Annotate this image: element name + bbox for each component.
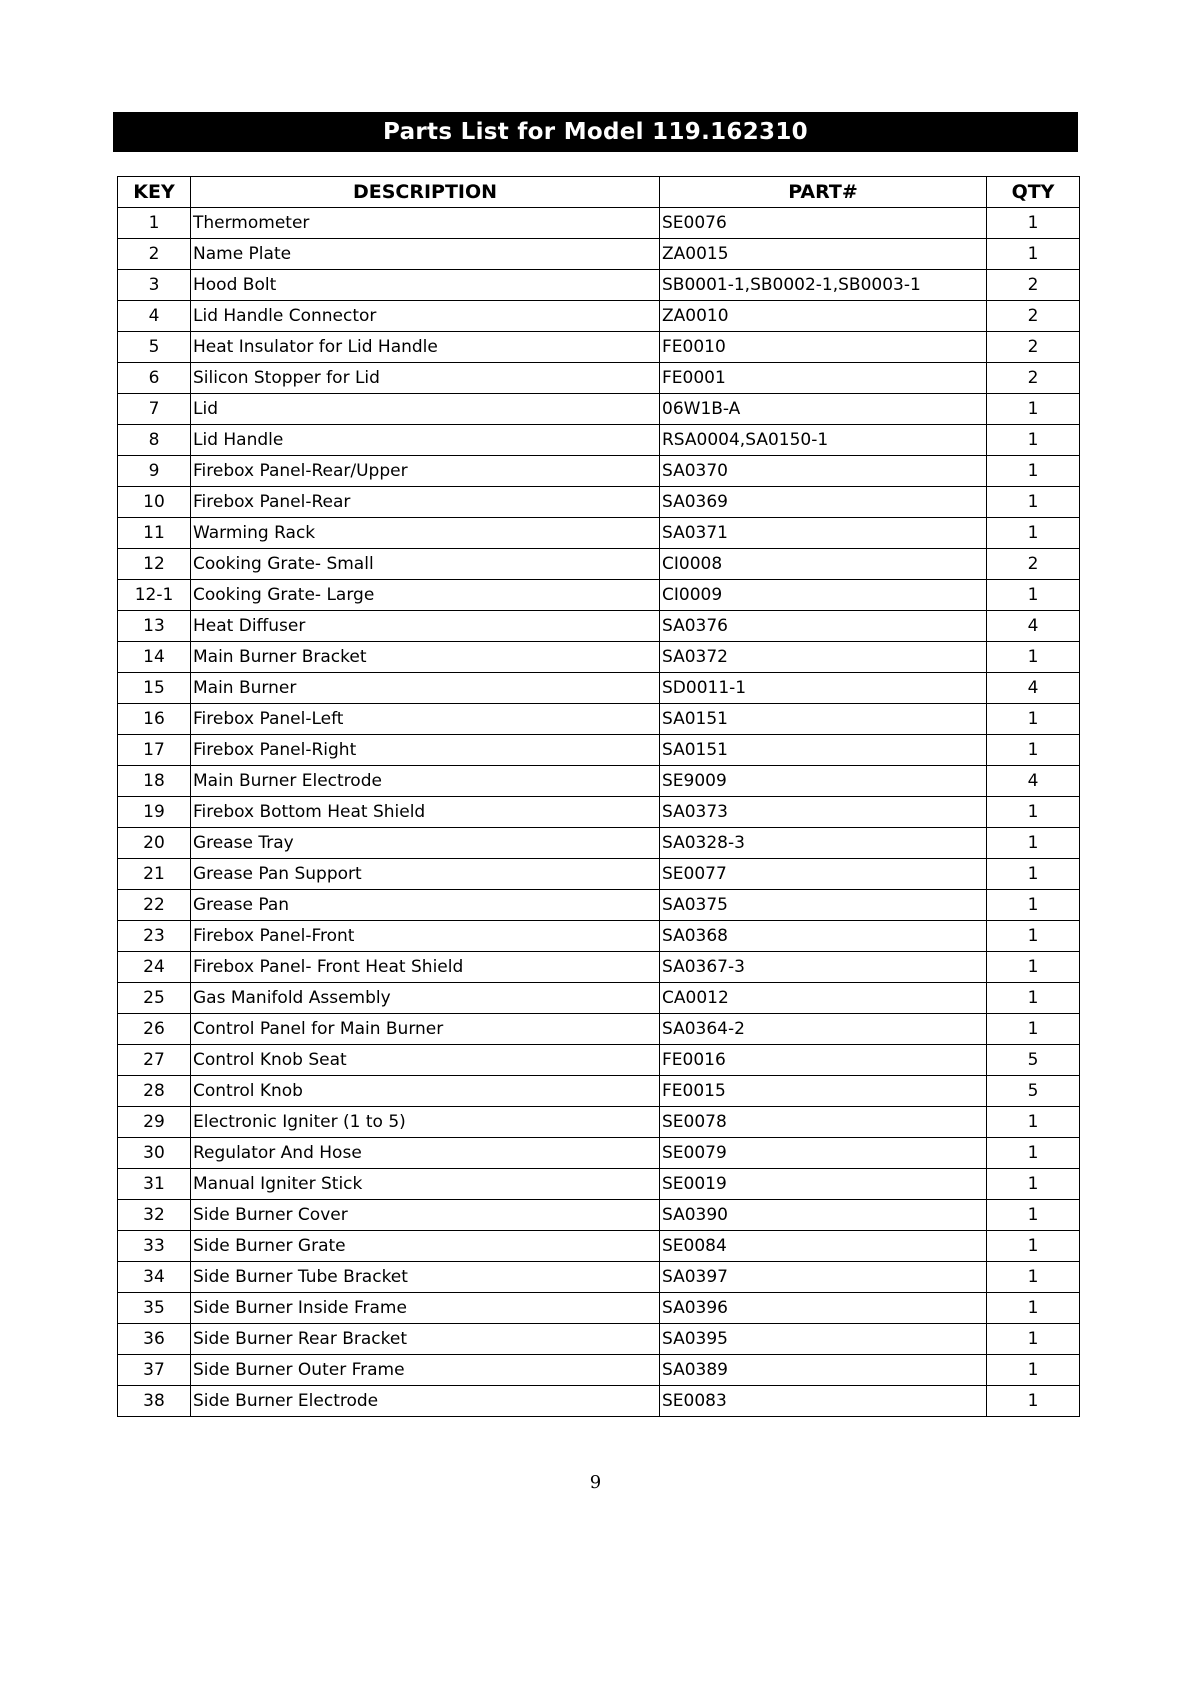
cell-part-number: SA0151 bbox=[660, 704, 987, 735]
table-row bbox=[118, 1324, 1080, 1355]
cell-description: Gas Manifold Assembly bbox=[191, 983, 660, 1014]
cell-qty: 1 bbox=[987, 580, 1080, 611]
cell-description: Control Knob bbox=[191, 1076, 660, 1107]
cell-qty: 1 bbox=[987, 1200, 1080, 1231]
cell-description: Firebox Panel-Front bbox=[191, 921, 660, 952]
cell-key: 28 bbox=[118, 1076, 191, 1107]
table-row bbox=[118, 952, 1080, 983]
cell-qty: 1 bbox=[987, 518, 1080, 549]
table-row bbox=[118, 1014, 1080, 1045]
cell-qty: 1 bbox=[987, 1386, 1080, 1417]
cell-qty: 1 bbox=[987, 1014, 1080, 1045]
cell-key: 6 bbox=[118, 363, 191, 394]
cell-part-number: SE0019 bbox=[660, 1169, 987, 1200]
cell-description: Side Burner Cover bbox=[191, 1200, 660, 1231]
cell-qty: 1 bbox=[987, 983, 1080, 1014]
table-row bbox=[118, 580, 1080, 611]
cell-description: Grease Pan Support bbox=[191, 859, 660, 890]
cell-key: 34 bbox=[118, 1262, 191, 1293]
cell-qty: 1 bbox=[987, 1138, 1080, 1169]
table-row bbox=[118, 1200, 1080, 1231]
table-row bbox=[118, 1355, 1080, 1386]
column-header-key: KEY bbox=[118, 177, 191, 208]
cell-description: Heat Diffuser bbox=[191, 611, 660, 642]
cell-part-number: FE0015 bbox=[660, 1076, 987, 1107]
cell-key: 13 bbox=[118, 611, 191, 642]
cell-description: Firebox Panel-Rear bbox=[191, 487, 660, 518]
cell-qty: 1 bbox=[987, 1231, 1080, 1262]
table-row bbox=[118, 735, 1080, 766]
cell-part-number: SA0389 bbox=[660, 1355, 987, 1386]
cell-key: 15 bbox=[118, 673, 191, 704]
table-row bbox=[118, 890, 1080, 921]
cell-description: Thermometer bbox=[191, 208, 660, 239]
cell-description: Control Panel for Main Burner bbox=[191, 1014, 660, 1045]
cell-part-number: RSA0004,SA0150-1 bbox=[660, 425, 987, 456]
cell-qty: 1 bbox=[987, 828, 1080, 859]
cell-key: 8 bbox=[118, 425, 191, 456]
cell-key: 31 bbox=[118, 1169, 191, 1200]
cell-description: Silicon Stopper for Lid bbox=[191, 363, 660, 394]
cell-description: Firebox Bottom Heat Shield bbox=[191, 797, 660, 828]
cell-qty: 1 bbox=[987, 487, 1080, 518]
cell-part-number: SA0390 bbox=[660, 1200, 987, 1231]
cell-key: 24 bbox=[118, 952, 191, 983]
cell-key: 17 bbox=[118, 735, 191, 766]
cell-part-number: SD0011-1 bbox=[660, 673, 987, 704]
table-row bbox=[118, 239, 1080, 270]
table-row bbox=[118, 1107, 1080, 1138]
cell-qty: 1 bbox=[987, 394, 1080, 425]
cell-qty: 2 bbox=[987, 363, 1080, 394]
cell-description: Firebox Panel-Right bbox=[191, 735, 660, 766]
cell-part-number: FE0016 bbox=[660, 1045, 987, 1076]
cell-key: 3 bbox=[118, 270, 191, 301]
cell-part-number: CA0012 bbox=[660, 983, 987, 1014]
cell-key: 4 bbox=[118, 301, 191, 332]
table-row bbox=[118, 270, 1080, 301]
cell-qty: 5 bbox=[987, 1045, 1080, 1076]
cell-qty: 4 bbox=[987, 611, 1080, 642]
cell-key: 19 bbox=[118, 797, 191, 828]
table-row bbox=[118, 518, 1080, 549]
table-row bbox=[118, 673, 1080, 704]
cell-part-number: SA0368 bbox=[660, 921, 987, 952]
cell-key: 26 bbox=[118, 1014, 191, 1045]
cell-description: Side Burner Inside Frame bbox=[191, 1293, 660, 1324]
cell-description: Control Knob Seat bbox=[191, 1045, 660, 1076]
cell-description: Main Burner Electrode bbox=[191, 766, 660, 797]
table-row bbox=[118, 983, 1080, 1014]
cell-qty: 1 bbox=[987, 735, 1080, 766]
cell-part-number: SA0397 bbox=[660, 1262, 987, 1293]
cell-description: Regulator And Hose bbox=[191, 1138, 660, 1169]
cell-part-number: SA0369 bbox=[660, 487, 987, 518]
cell-part-number: ZA0010 bbox=[660, 301, 987, 332]
table-row bbox=[118, 394, 1080, 425]
cell-key: 18 bbox=[118, 766, 191, 797]
cell-part-number: FE0010 bbox=[660, 332, 987, 363]
cell-part-number: SE0083 bbox=[660, 1386, 987, 1417]
cell-description: Lid Handle Connector bbox=[191, 301, 660, 332]
cell-key: 20 bbox=[118, 828, 191, 859]
cell-key: 32 bbox=[118, 1200, 191, 1231]
cell-key: 16 bbox=[118, 704, 191, 735]
cell-part-number: SE0077 bbox=[660, 859, 987, 890]
cell-part-number: SA0372 bbox=[660, 642, 987, 673]
table-row bbox=[118, 1076, 1080, 1107]
cell-qty: 4 bbox=[987, 673, 1080, 704]
column-header-description: DESCRIPTION bbox=[191, 177, 660, 208]
cell-qty: 2 bbox=[987, 270, 1080, 301]
table-row bbox=[118, 828, 1080, 859]
cell-key: 2 bbox=[118, 239, 191, 270]
cell-qty: 1 bbox=[987, 704, 1080, 735]
cell-part-number: ZA0015 bbox=[660, 239, 987, 270]
cell-qty: 1 bbox=[987, 859, 1080, 890]
cell-description: Name Plate bbox=[191, 239, 660, 270]
cell-key: 7 bbox=[118, 394, 191, 425]
table-row bbox=[118, 704, 1080, 735]
column-header-qty: QTY bbox=[987, 177, 1080, 208]
table-row bbox=[118, 1262, 1080, 1293]
page-title: Parts List for Model 119.162310 bbox=[113, 112, 1078, 152]
cell-qty: 4 bbox=[987, 766, 1080, 797]
cell-part-number: SA0364-2 bbox=[660, 1014, 987, 1045]
cell-qty: 2 bbox=[987, 332, 1080, 363]
cell-part-number: SA0371 bbox=[660, 518, 987, 549]
cell-description: Lid bbox=[191, 394, 660, 425]
cell-description: Electronic Igniter (1 to 5) bbox=[191, 1107, 660, 1138]
table-row bbox=[118, 1045, 1080, 1076]
cell-part-number: CI0009 bbox=[660, 580, 987, 611]
cell-description: Main Burner bbox=[191, 673, 660, 704]
cell-part-number: FE0001 bbox=[660, 363, 987, 394]
table-row bbox=[118, 208, 1080, 239]
cell-part-number: SA0396 bbox=[660, 1293, 987, 1324]
table-row bbox=[118, 456, 1080, 487]
cell-description: Side Burner Outer Frame bbox=[191, 1355, 660, 1386]
cell-qty: 1 bbox=[987, 1169, 1080, 1200]
cell-key: 1 bbox=[118, 208, 191, 239]
cell-description: Side Burner Grate bbox=[191, 1231, 660, 1262]
cell-description: Firebox Panel- Front Heat Shield bbox=[191, 952, 660, 983]
table-header bbox=[118, 177, 1080, 208]
cell-part-number: SE0079 bbox=[660, 1138, 987, 1169]
table-row bbox=[118, 611, 1080, 642]
cell-key: 21 bbox=[118, 859, 191, 890]
cell-part-number: 06W1B-A bbox=[660, 394, 987, 425]
cell-part-number: SE0084 bbox=[660, 1231, 987, 1262]
column-header-part: PART# bbox=[660, 177, 987, 208]
cell-qty: 1 bbox=[987, 1107, 1080, 1138]
cell-description: Firebox Panel-Rear/Upper bbox=[191, 456, 660, 487]
cell-key: 12 bbox=[118, 549, 191, 580]
cell-qty: 5 bbox=[987, 1076, 1080, 1107]
table-row bbox=[118, 549, 1080, 580]
cell-qty: 1 bbox=[987, 1262, 1080, 1293]
cell-key: 14 bbox=[118, 642, 191, 673]
cell-part-number: SE9009 bbox=[660, 766, 987, 797]
cell-qty: 1 bbox=[987, 208, 1080, 239]
cell-qty: 1 bbox=[987, 952, 1080, 983]
cell-part-number: SB0001-1,SB0002-1,SB0003-1 bbox=[660, 270, 987, 301]
table-row bbox=[118, 332, 1080, 363]
cell-part-number: SA0395 bbox=[660, 1324, 987, 1355]
table-row bbox=[118, 425, 1080, 456]
cell-qty: 1 bbox=[987, 1355, 1080, 1386]
cell-description: Manual Igniter Stick bbox=[191, 1169, 660, 1200]
table-row bbox=[118, 766, 1080, 797]
cell-part-number: SA0328-3 bbox=[660, 828, 987, 859]
cell-part-number: SA0375 bbox=[660, 890, 987, 921]
cell-qty: 1 bbox=[987, 1324, 1080, 1355]
cell-key: 23 bbox=[118, 921, 191, 952]
cell-qty: 1 bbox=[987, 890, 1080, 921]
cell-part-number: SA0370 bbox=[660, 456, 987, 487]
cell-description: Side Burner Tube Bracket bbox=[191, 1262, 660, 1293]
cell-qty: 2 bbox=[987, 301, 1080, 332]
cell-description: Hood Bolt bbox=[191, 270, 660, 301]
cell-key: 22 bbox=[118, 890, 191, 921]
parts-table bbox=[117, 176, 1080, 1417]
cell-qty: 1 bbox=[987, 456, 1080, 487]
cell-description: Lid Handle bbox=[191, 425, 660, 456]
cell-qty: 1 bbox=[987, 425, 1080, 456]
cell-description: Firebox Panel-Left bbox=[191, 704, 660, 735]
cell-part-number: SE0078 bbox=[660, 1107, 987, 1138]
header-row bbox=[118, 177, 1080, 208]
page-number: 9 bbox=[589, 1472, 602, 1493]
table-row bbox=[118, 301, 1080, 332]
cell-key: 11 bbox=[118, 518, 191, 549]
table-row bbox=[118, 1138, 1080, 1169]
table-row bbox=[118, 487, 1080, 518]
cell-description: Grease Pan bbox=[191, 890, 660, 921]
table-row bbox=[118, 1169, 1080, 1200]
cell-description: Cooking Grate- Large bbox=[191, 580, 660, 611]
table-row bbox=[118, 921, 1080, 952]
cell-qty: 1 bbox=[987, 797, 1080, 828]
cell-key: 38 bbox=[118, 1386, 191, 1417]
cell-part-number: CI0008 bbox=[660, 549, 987, 580]
cell-part-number: SA0151 bbox=[660, 735, 987, 766]
cell-qty: 2 bbox=[987, 549, 1080, 580]
cell-description: Main Burner Bracket bbox=[191, 642, 660, 673]
cell-key: 9 bbox=[118, 456, 191, 487]
table-row bbox=[118, 363, 1080, 394]
table-row bbox=[118, 1386, 1080, 1417]
cell-description: Heat Insulator for Lid Handle bbox=[191, 332, 660, 363]
cell-qty: 1 bbox=[987, 642, 1080, 673]
cell-qty: 1 bbox=[987, 239, 1080, 270]
cell-key: 30 bbox=[118, 1138, 191, 1169]
cell-description: Side Burner Electrode bbox=[191, 1386, 660, 1417]
cell-key: 5 bbox=[118, 332, 191, 363]
cell-key: 33 bbox=[118, 1231, 191, 1262]
table-row bbox=[118, 859, 1080, 890]
table-row bbox=[118, 1293, 1080, 1324]
cell-key: 37 bbox=[118, 1355, 191, 1386]
cell-key: 10 bbox=[118, 487, 191, 518]
cell-part-number: SE0076 bbox=[660, 208, 987, 239]
cell-qty: 1 bbox=[987, 1293, 1080, 1324]
cell-key: 25 bbox=[118, 983, 191, 1014]
cell-key: 27 bbox=[118, 1045, 191, 1076]
cell-qty: 1 bbox=[987, 921, 1080, 952]
cell-key: 36 bbox=[118, 1324, 191, 1355]
cell-description: Cooking Grate- Small bbox=[191, 549, 660, 580]
table-row bbox=[118, 642, 1080, 673]
cell-description: Side Burner Rear Bracket bbox=[191, 1324, 660, 1355]
cell-key: 29 bbox=[118, 1107, 191, 1138]
cell-part-number: SA0373 bbox=[660, 797, 987, 828]
cell-key: 35 bbox=[118, 1293, 191, 1324]
table-row bbox=[118, 797, 1080, 828]
cell-part-number: SA0367-3 bbox=[660, 952, 987, 983]
cell-description: Grease Tray bbox=[191, 828, 660, 859]
cell-key: 12-1 bbox=[118, 580, 191, 611]
table-row bbox=[118, 1231, 1080, 1262]
cell-part-number: SA0376 bbox=[660, 611, 987, 642]
table-body bbox=[118, 208, 1080, 1417]
cell-description: Warming Rack bbox=[191, 518, 660, 549]
